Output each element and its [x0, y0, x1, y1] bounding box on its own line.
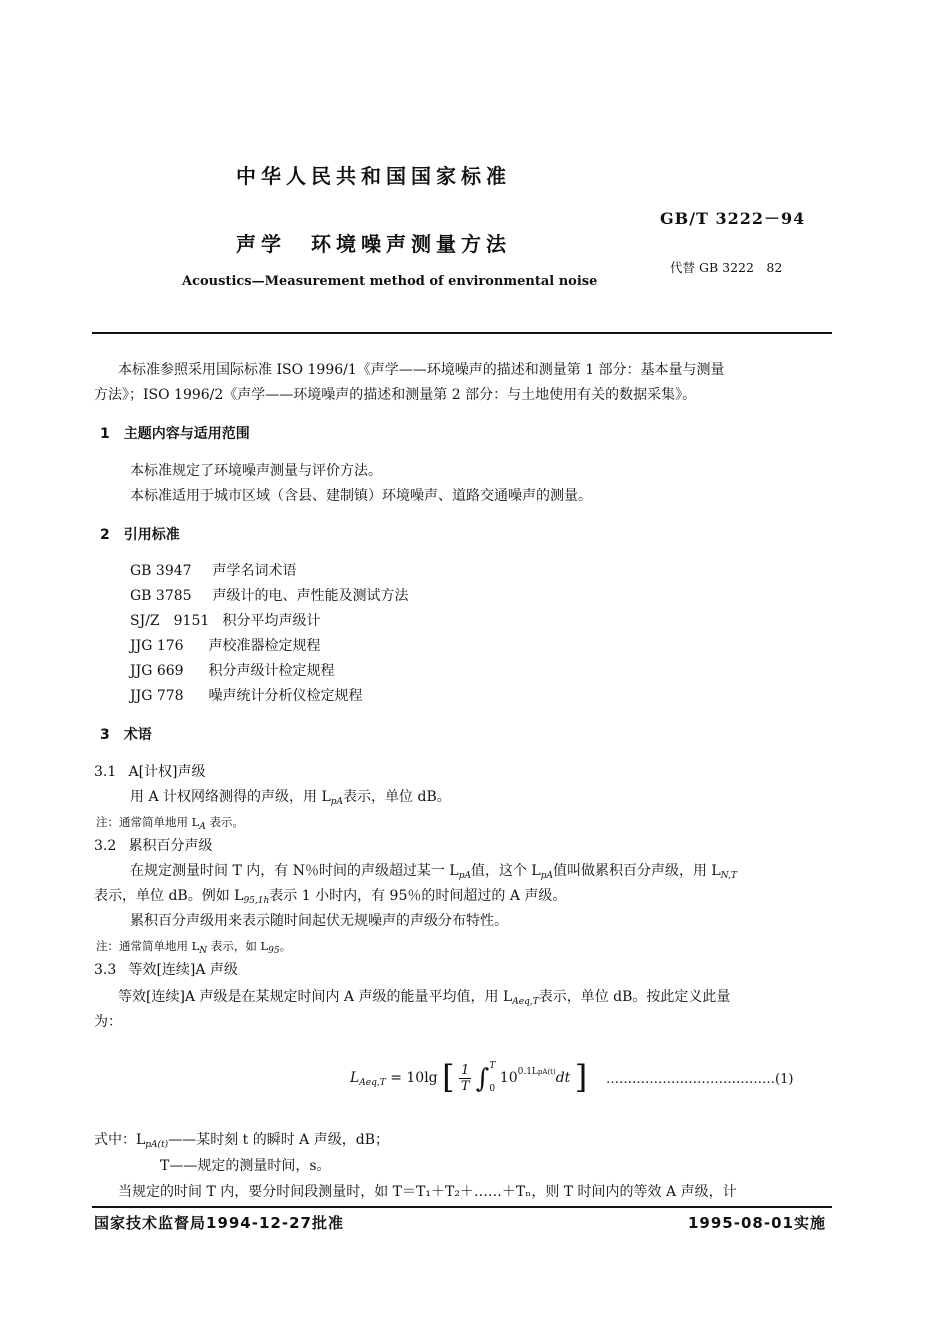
term-number: 3.3 [94, 962, 117, 978]
text: 值叫做累积百分声级，用 L [552, 863, 721, 879]
term-title: A[计权]声级 [128, 764, 206, 780]
text: 表示。 [205, 815, 244, 829]
section-2-heading: 2 引用标准 [100, 527, 180, 543]
intro-line-2: 方法》；ISO 1996/2《声学——环境噪声的描述和测量第 2 部分：与土地使用有关的数据采集》。 [94, 387, 697, 403]
effective-date: 1995-08-01实施 [688, 1214, 826, 1232]
text: 用 A 计权网络测得的声级，用 L [130, 789, 331, 805]
subscript: Aeq,T [359, 1078, 386, 1088]
intro-line-1: 本标准参照采用国际标准 ISO 1996/1《声学——环境噪声的描述和测量第 1 部分：基本量与测量 [118, 362, 725, 378]
text: 注：通常简单地用 L [96, 939, 200, 953]
reference-title: 积分平均声级计 [222, 613, 321, 629]
text: 式中：L [94, 1132, 146, 1148]
left-bracket: [ [442, 1058, 455, 1096]
reference-code: GB 3785 [130, 588, 192, 604]
where-line-1 [94, 1128, 389, 1157]
lower-limit: 0 [489, 1084, 496, 1094]
section-1-para-1: 本标准规定了环境噪声测量与评价方法。 [130, 463, 382, 479]
term-number: 3.2 [94, 838, 117, 854]
subscript: 95 [268, 946, 280, 956]
national-standard-title: 中华人民共和国国家标准 [236, 164, 511, 188]
text: 表示，单位 dB。 [343, 789, 451, 805]
reference-title: 积分声级计检定规程 [208, 663, 335, 679]
term-title: 累积百分声级 [128, 838, 213, 854]
text: 。 [279, 939, 292, 953]
equation-1 [350, 1058, 587, 1096]
reference-code: JJG 176 [130, 638, 184, 654]
subscript: 95,1h [243, 896, 270, 906]
reference-item [130, 660, 334, 680]
reference-code: GB 3947 [130, 563, 192, 579]
replaces-code: 代替 GB 3222 82 [670, 260, 783, 275]
denominator: T [460, 1078, 470, 1094]
subscript: pA [458, 871, 471, 881]
term-number: 3.1 [94, 764, 117, 780]
document-title-cn: 声学 环境噪声测量方法 [236, 232, 511, 256]
formula-base: 10 [499, 1070, 518, 1086]
subscript: pA(t) [145, 1140, 169, 1150]
term-3-3-heading [94, 958, 238, 982]
upper-limit: T [489, 1061, 496, 1071]
reference-title: 声级计的电、声性能及测试方法 [212, 588, 409, 604]
exponent [518, 1067, 556, 1077]
term-3-1-note [96, 814, 244, 832]
reference-item [130, 560, 296, 580]
reference-item [130, 635, 320, 655]
reference-code: SJ/Z 9151 [130, 613, 210, 629]
term-3-2-note [96, 938, 291, 956]
approval-date: 国家技术监督局1994-12-27批准 [94, 1214, 344, 1232]
subscript: pA [330, 797, 344, 807]
reference-title: 声学名词术语 [212, 563, 297, 579]
subscript: A [199, 822, 206, 832]
text: 表示，单位 dB。例如 L [94, 888, 244, 904]
text: 等效[连续]A 声级是在某规定时间内 A 声级的能量平均值，用 L [118, 989, 513, 1005]
where-line-3: 当规定的时间 T 内，要分时间段测量时，如 T＝T₁＋T₂＋……＋Tₙ，则 T 时间内的等效 A 声级，计 [118, 1184, 737, 1200]
subscript: N,T [720, 871, 737, 881]
subscript: pA [540, 871, 553, 881]
footer-rule [92, 1206, 832, 1208]
term-title: 等效[连续]A 声级 [128, 962, 238, 978]
subscript: Aeq,T [512, 997, 539, 1007]
reference-item [130, 685, 362, 705]
text: 表示，如 L [207, 939, 269, 953]
text: 注：通常简单地用 L [96, 815, 200, 829]
text: 值，这个 L [470, 863, 541, 879]
header-rule [92, 332, 832, 334]
term-3-2-heading [94, 834, 212, 858]
reference-code: JJG 778 [130, 688, 184, 704]
term-3-2-line-3: 累积百分声级用来表示随时间起伏无规噪声的声级分布特性。 [130, 913, 508, 929]
integral-limits [489, 1061, 495, 1095]
exponent-text: 0.1L [517, 1067, 538, 1077]
term-3-3-line-1 [118, 985, 730, 1014]
fraction [459, 1063, 471, 1094]
formula-differential: dt [555, 1070, 571, 1086]
section-1-heading: 1 主题内容与适用范围 [100, 426, 250, 442]
where-line-2: T——规定的测量时间，s。 [160, 1158, 331, 1174]
text: 表示，单位 dB。按此定义此量 [538, 989, 731, 1005]
reference-title: 声校准器检定规程 [208, 638, 321, 654]
subscript: N [199, 946, 208, 956]
text: 表示 1 小时内，有 95％的时间超过的 A 声级。 [269, 888, 567, 904]
text: ——某时刻 t 的瞬时 A 声级，dB； [168, 1132, 389, 1148]
reference-item [130, 610, 320, 630]
integral-sign: ∫ [475, 1064, 490, 1094]
formula-operator: = 10lg [385, 1070, 438, 1086]
reference-item [130, 585, 408, 605]
section-3-heading: 3 术语 [100, 727, 152, 743]
text: 在规定测量时间 T 内，有 N％时间的声级超过某一 L [130, 863, 459, 879]
term-3-1-heading [94, 760, 206, 784]
numerator: 1 [461, 1062, 470, 1078]
exponent-subscript: pA(t) [537, 1068, 556, 1076]
term-3-3-line-2: 为： [94, 1014, 122, 1030]
document-title-en: Acoustics—Measurement method of environmental noise [182, 274, 598, 289]
reference-code: JJG 669 [130, 663, 184, 679]
term-3-1-definition [130, 785, 451, 814]
reference-title: 噪声统计分析仪检定规程 [208, 688, 363, 704]
right-bracket: ] [574, 1058, 588, 1096]
formula-symbol: L [350, 1070, 360, 1086]
standard-code: GB/T 3222－94 [660, 209, 806, 228]
section-1-para-2: 本标准适用于城市区域（含县、建制镇）环境噪声、道路交通噪声的测量。 [130, 488, 592, 504]
equation-number: …………………………………(1) [606, 1072, 794, 1087]
